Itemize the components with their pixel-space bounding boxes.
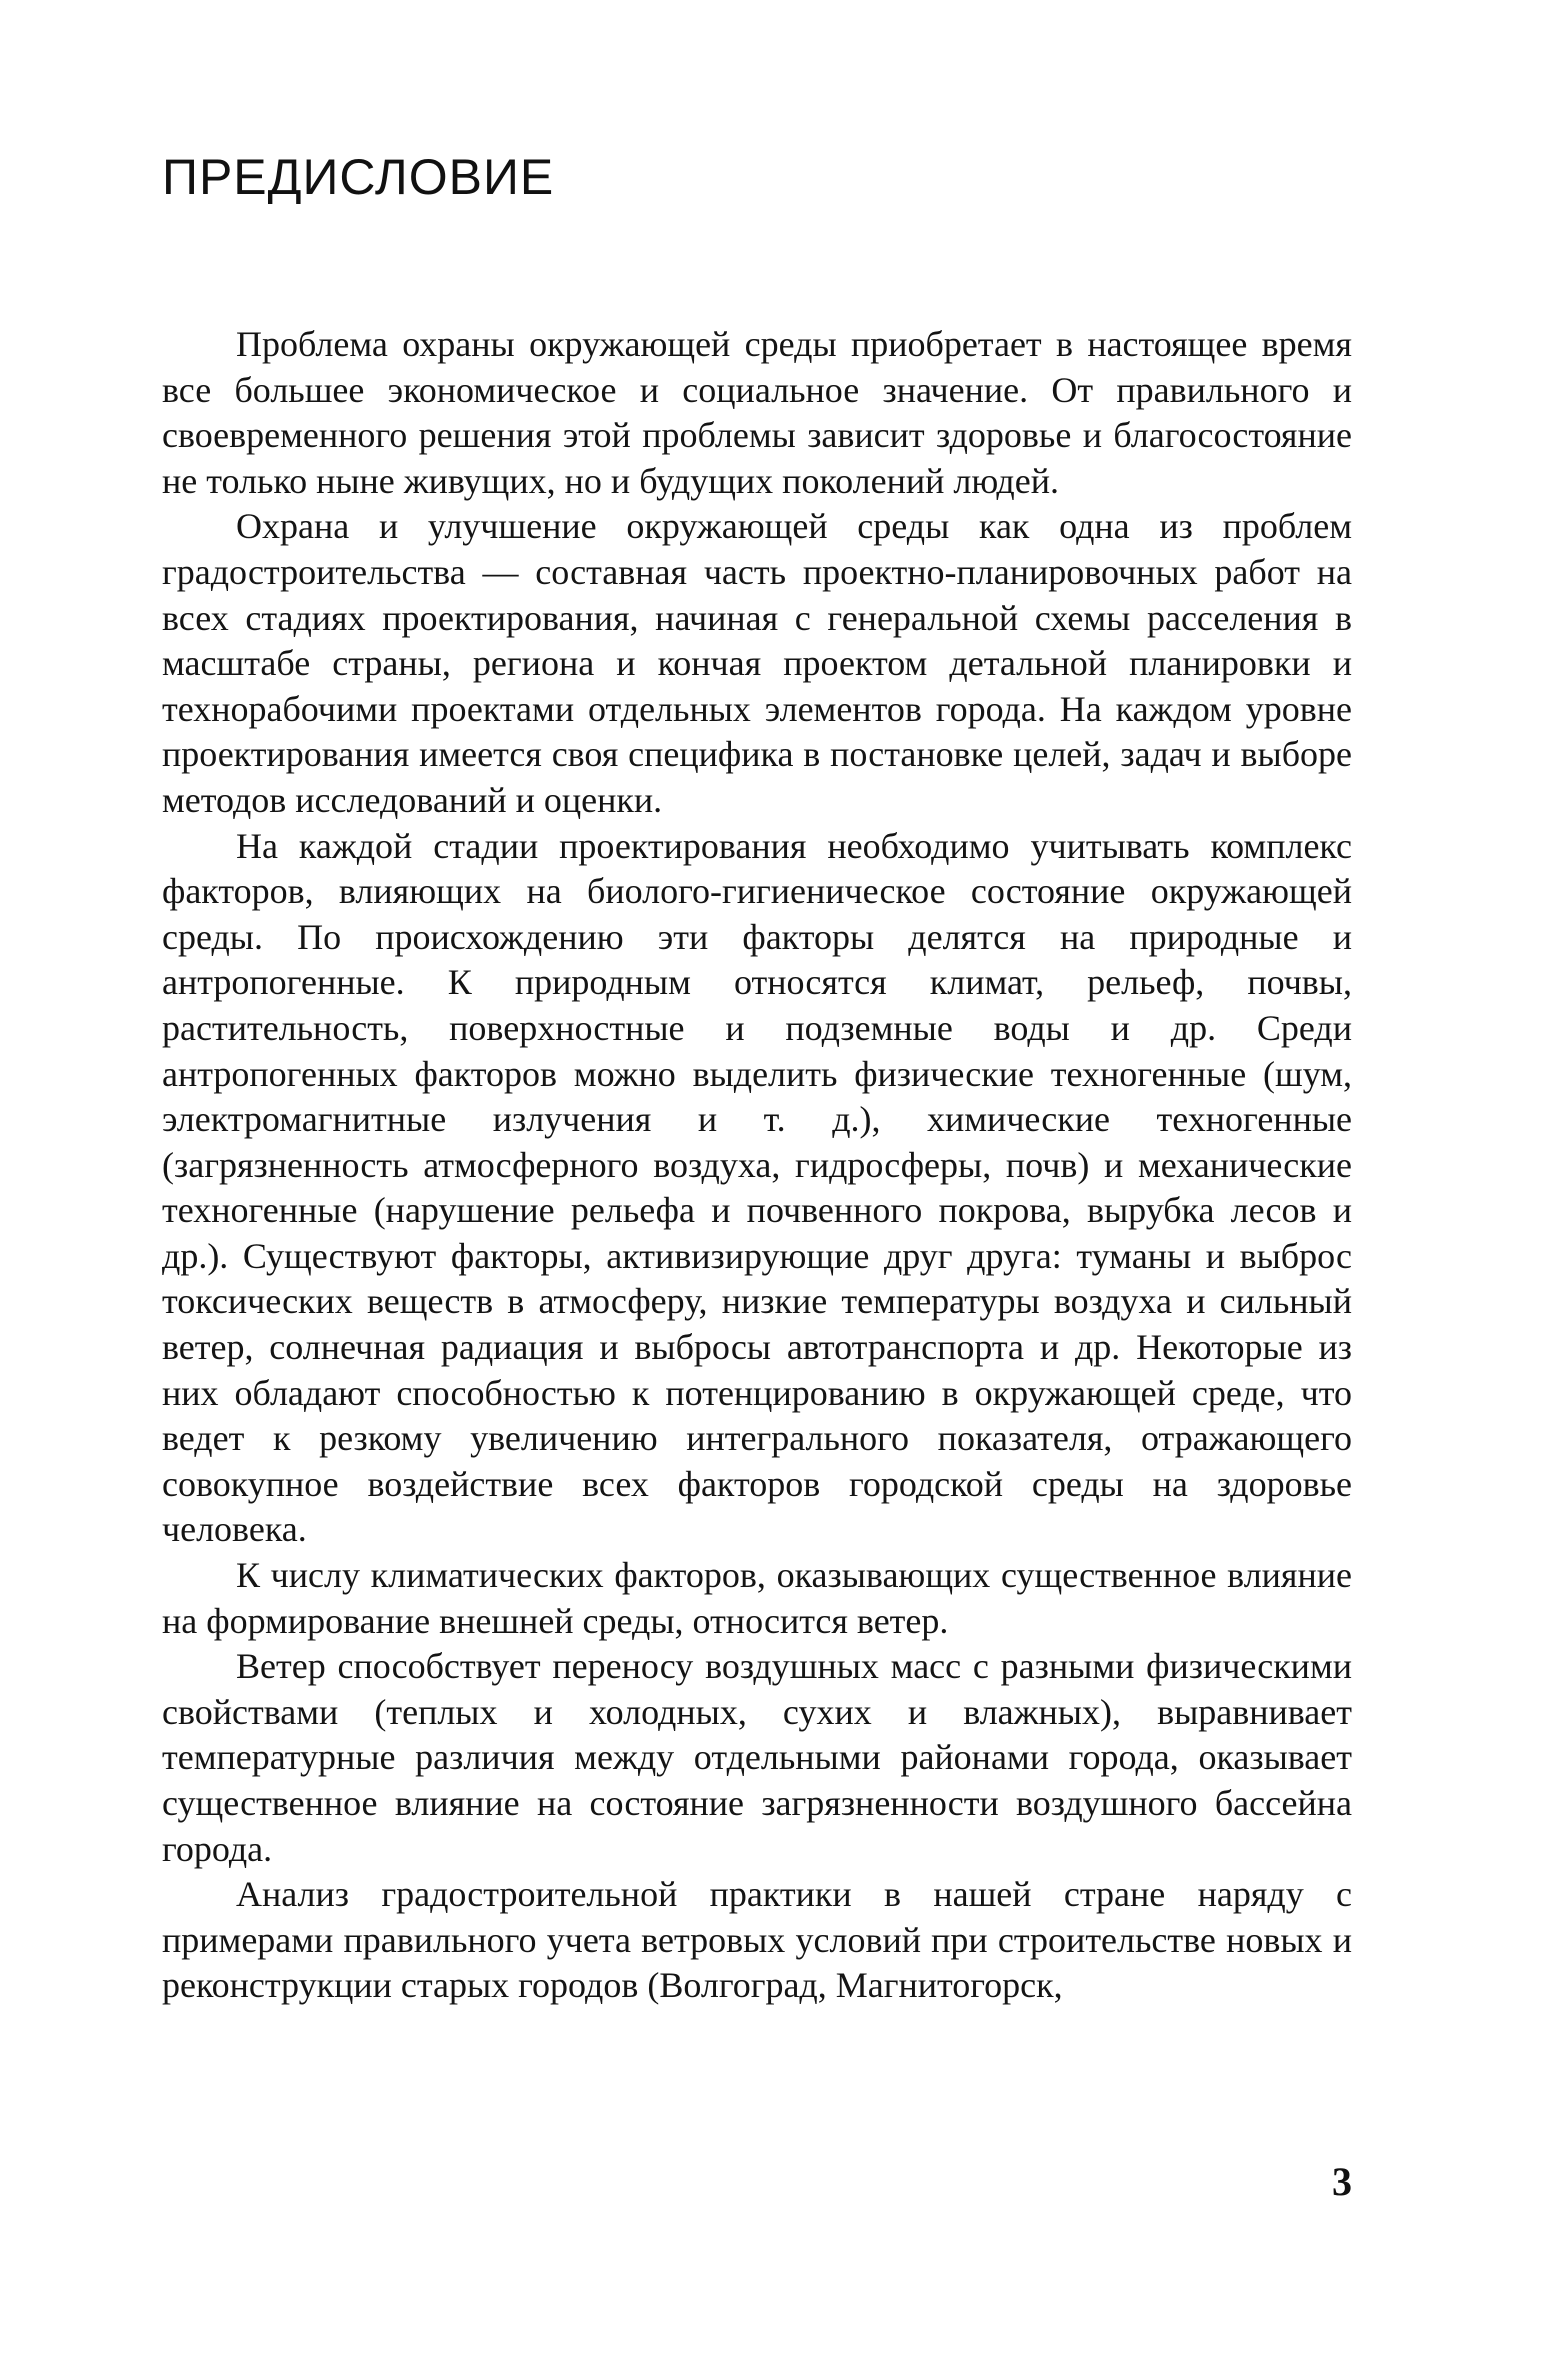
- paragraph-4: К числу климатических факторов, оказывающих существенное влияние на формирование внешней среды, относится ветер.: [162, 1555, 1352, 1641]
- paragraph-5: Ветер способствует переносу воздушных масс с разными физическими свойствами (теплых и холодных, сухих и влажных), выравнивает температурные различия между отдельными районами города, оказывает существенное влияние на состояние загрязненности воздушного бассейна города.: [162, 1646, 1352, 1869]
- paragraph-3: На каждой стадии проектирования необходимо учитывать комплекс факторов, влияющих на биолого-гигиеническое состояние окружающей среды. По происхождению эти факторы делятся на природные и антропогенные. К природным относятся климат, рельеф, почвы, растительность, поверхностные и подземные воды и др. Среди антропогенных факторов можно выделить физические техногенные (шум, электромагнитные излучения и т. д.), химические техногенные (загрязненность атмосферного воздуха, гидросферы, почв) и механические техногенные (нарушение рельефа и почвенного покрова, вырубка лесов и др.). Существуют факторы, активизирующие друг друга: туманы и выброс токсических веществ в атмосферу, низкие температуры воздуха и сильный ветер, солнечная радиация и выбросы автотранспорта и др. Некоторые из них обладают способностью к потенцированию в окружающей среде, что ведет к резкому увеличению интегрального показателя, отражающего совокупное воздействие всех факторов городской среды на здоровье человека.: [162, 825, 1352, 1550]
- paragraph-1: Проблема охраны окружающей среды приобретает в настоящее время все большее экономическое и социальное значение. От правильного и своевременного решения этой проблемы зависит здоровье и благосостояние не только ныне живущих, но и будущих поколений людей.: [162, 324, 1352, 501]
- page-number: 3: [1332, 2159, 1352, 2204]
- paragraph-2: Охрана и улучшение окружающей среды как одна из проблем градостроительства — составная часть проектно-планировочных работ на всех стадиях проектирования, начиная с генеральной схемы расселения в масштабе страны, региона и кончая проектом детальной планировки и технорабочими проектами отдельных элементов города. На каждом уровне проектирования имеется своя специфика в постановке целей, задач и выборе методов исследований и оценки.: [162, 506, 1352, 820]
- body-text: [162, 322, 1352, 2009]
- paragraph-6: Анализ градостроительной практики в нашей стране наряду с примерами правильного учета ветровых условий при строительстве новых и реконструкции старых городов (Волгоград, Магнитогорск,: [162, 1874, 1352, 2006]
- page-heading: ПРЕДИСЛОВИЕ: [162, 149, 555, 205]
